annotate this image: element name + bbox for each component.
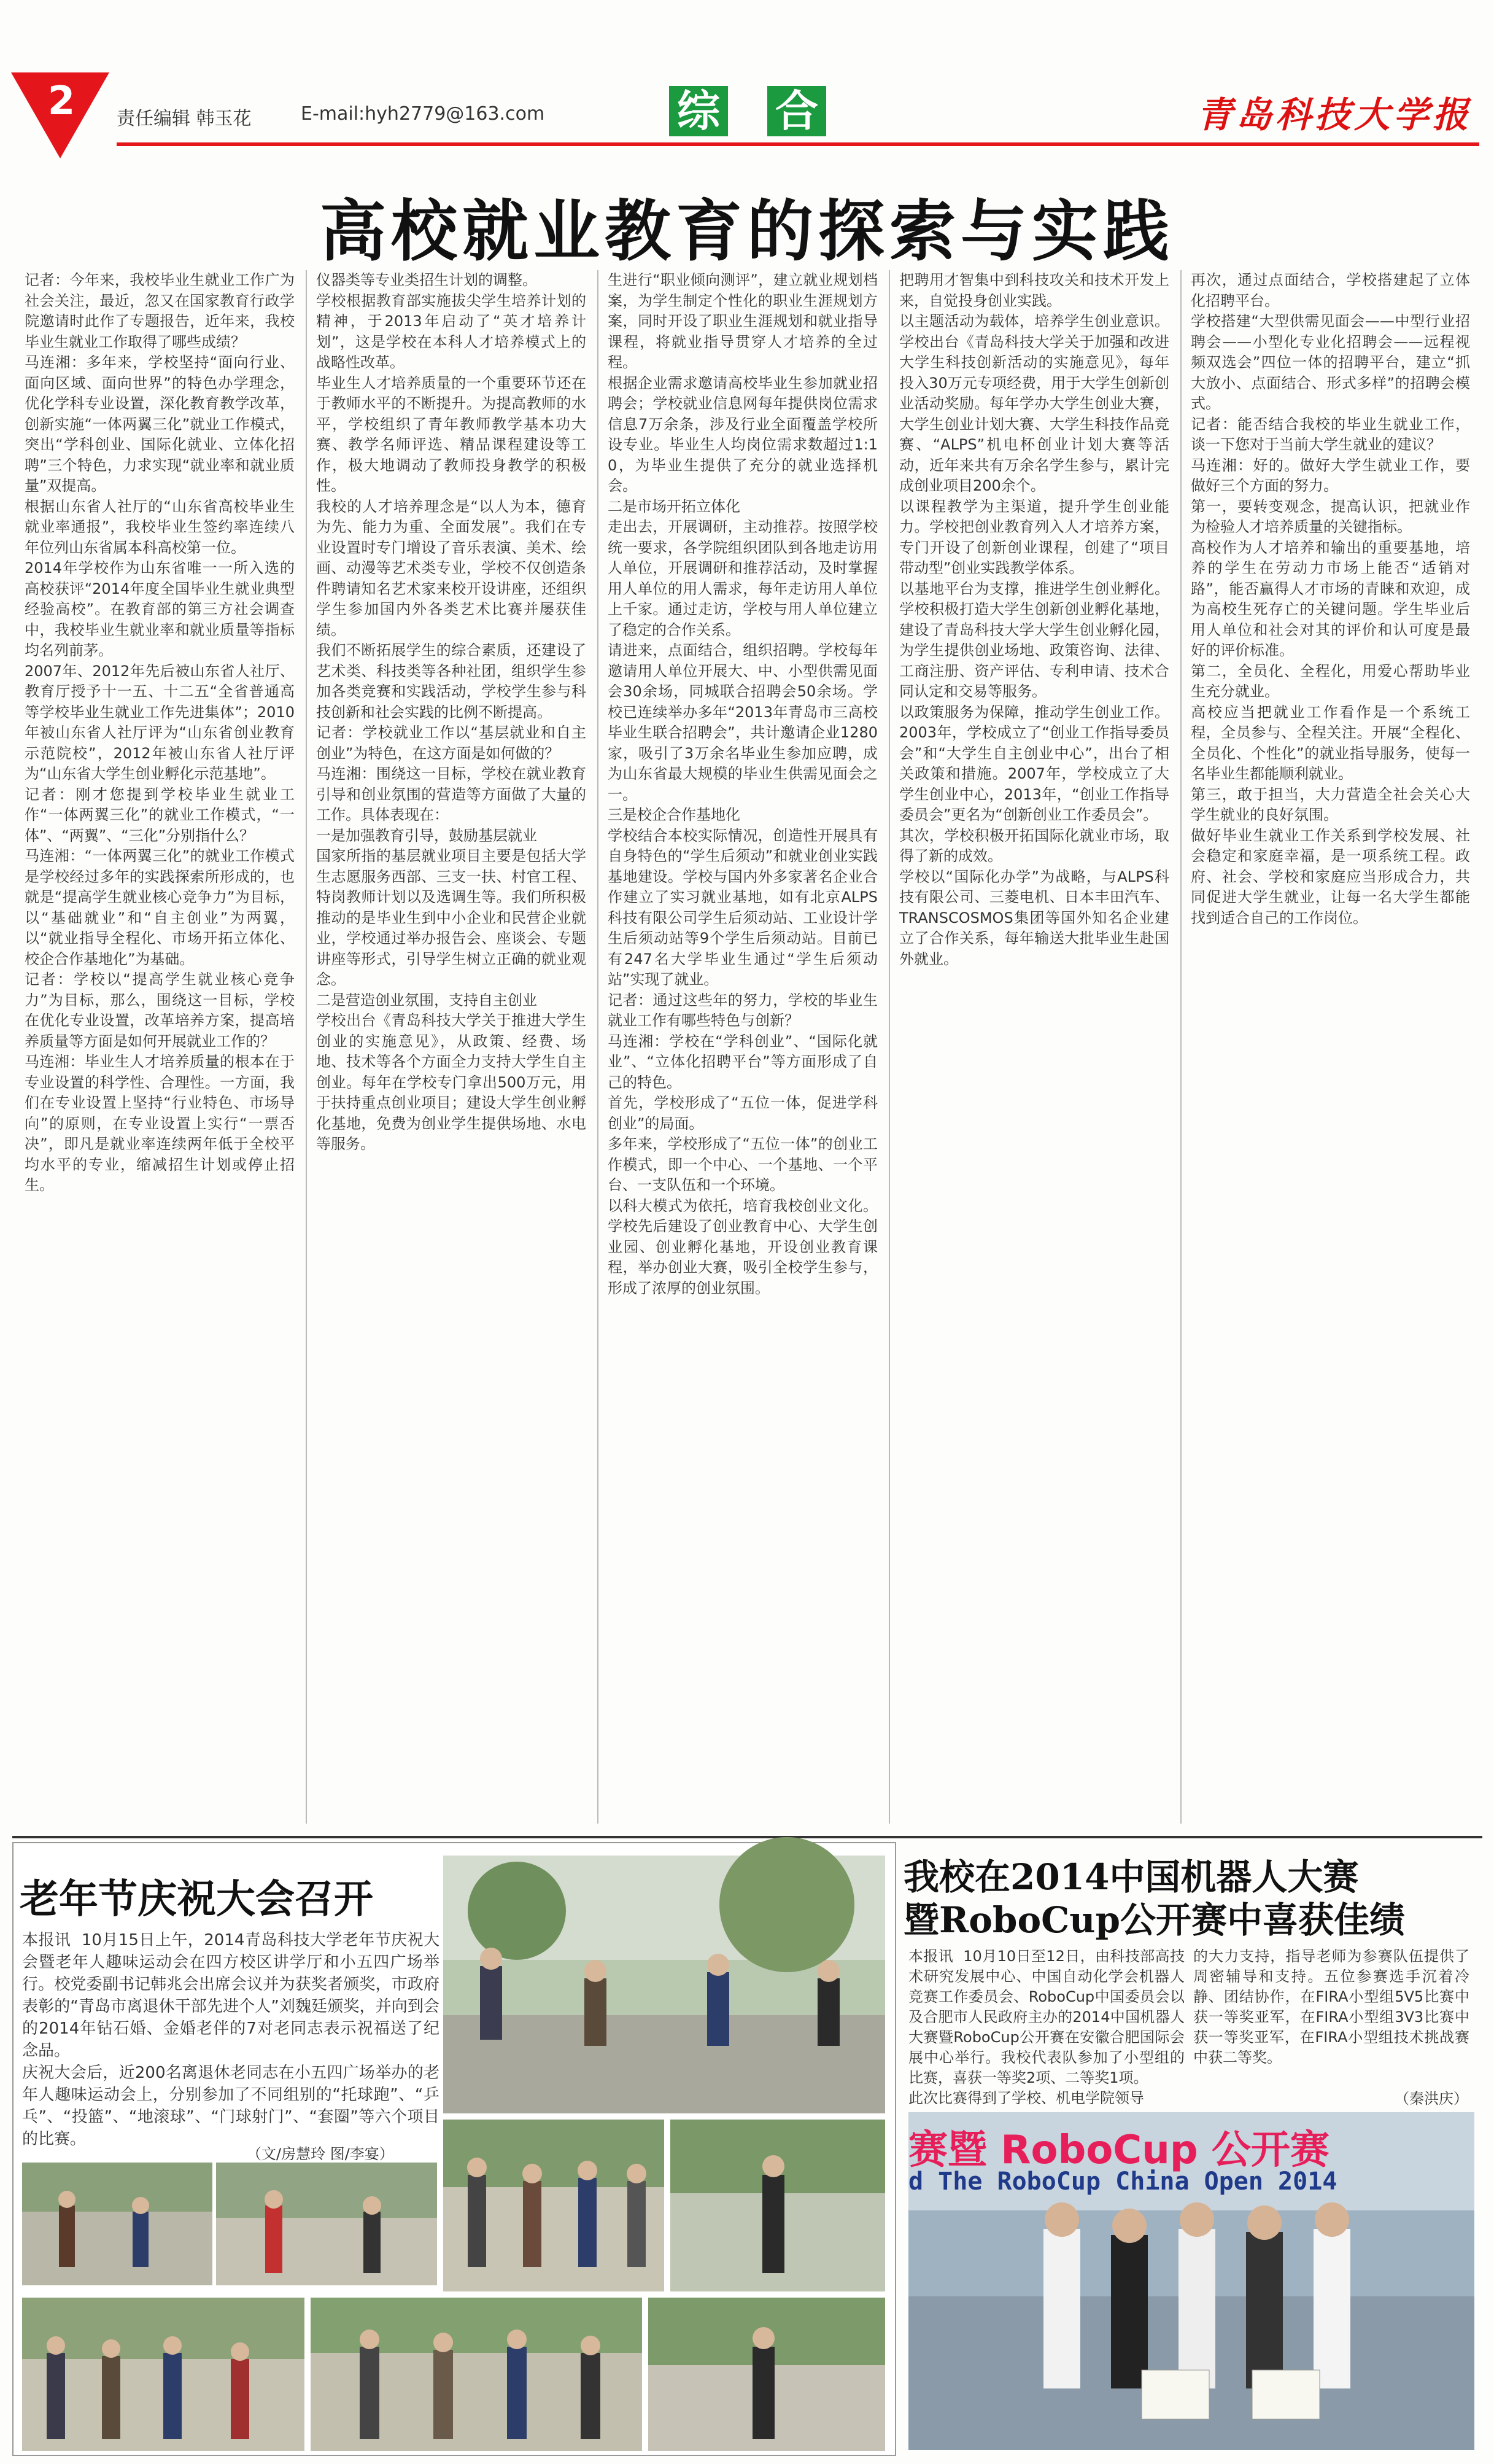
editor-email: E-mail:hyh2779@163.com [301, 103, 545, 125]
page-number: 2 [47, 79, 75, 124]
main-headline: 高校就业教育的探索与实践 [319, 193, 1174, 270]
photo-crowd [443, 2120, 664, 2291]
column-divider [597, 270, 598, 1824]
story-body-col1: 本报讯 10月10日至12日，由科技部高技术研究发展中心、中国自动化学会机器人竞赛工作委员会、RoboCup中国委员会以及合肥市人民政府主办的2014中国机器人大赛暨RoboCup公开赛在安徽合肥国际会展中心举行。我校代表队参加了小型组的比赛，喜获一等奖2项、二等奖1项。 此次比赛得到了学校、机电学院领导 [908, 1948, 1185, 2107]
section-char-1: 综 [669, 86, 728, 136]
article-column-3: 生进行“职业倾向测评”，建立就业规划档案，为学生制定个性化的职业生涯规划方案，同时开设了职业生涯规划和就业指导课程，将就业指导贯穿人才培养的全过程。 根据企业需求邀请高校毕业生参加就业招聘会；学校就业信息网每年提供岗位需求信息7万余条，涉及行业全面覆盖学校所设专业。毕业生人均岗位需求数超过1:10，为毕业生提供了充分的就业选择机会。 二是市场开拓立体化 走出去，开展调研，主动推荐。按照学校统一要求，各学院组织团队到各地走访用人单位，开展调研和推荐活动，及时掌握用人单位的用人需求，每年走访用人单位上千家。通过走访，学校与用人单位建立了稳定的合作关系。 请进来，点面结合，组织招聘。学校每年邀请用人单位开展大、中、小型供需见面会30余场，同城联合招聘会50余场。学校已连续举办多年“2013年青岛市三高校毕业生联合招聘会”，共计邀请企业1280家，吸引了3万余名毕业生参加应聘，成为山东省最大规模的毕业生供需见面会之一。 三是校企合作基地化 学校结合本校实际情况，创造性开展具有自身特色的“学生后须动”和就业创业实践基地建设。学校与国内外多家著名企业合作建立了实习就业基地，如有北京ALPS科技有限公司学生后须动站、工业设计学生后须动站等9个学生后须动站。目前已有247名大学毕业生通过“学生后须动站”实现了就业。 记者：通过这些年的努力，学校的毕业生就业工作有哪些特色与创新？ 马连湘：学校在“学科创业”、“国际化就业”、“立体化招聘平台”等方面形成了自己的特色。 首先，学校形成了“五位一体，促进学科创业”的局面。 多年来，学校形成了“五位一体”的创业工作模式，即一个中心、一个基地、一个平台、一支队伍和一个环境。 以科大模式为依托，培育我校创业文化。学校先后建设了创业教育中心、大学生创业园、创业孵化基地，开设创业教育课程，举办创业大赛，吸引全校学生参与，形成了浓厚的创业氛围。 [608, 271, 878, 1297]
story-body-col2: 的大力支持，指导老师为参赛队伍提供了周密辅导和支持。五位参赛选手沉着冷静、团结协作，在FIRA小型组5V5比赛中获一等奖亚军，在FIRA小型组3V3比赛中获一等奖亚军，在FIRA小型组技术挑战赛中获二等奖。 [1193, 1948, 1469, 2066]
story-body: 本报讯 10月15日上午，2014青岛科技大学老年节庆祝大会暨老年人趣味运动会在四方校区讲学厅和小五四广场举行。校党委副书记韩兆会出席会议并为获奖者颁奖，市政府表彰的“青岛市离退休干部先进个人”刘魏廷颁奖，并向到会的2014年钻石婚、金婚老伴的7对老同志表示祝福送了纪念品。 庆祝大会后，近200名离退休老同志在小五四广场举办的老年人趣味运动会上，分别参加了不同组别的“托球跑”、“乒乓”、“投篮”、“地滚球”、“门球射门”、“套圈”等六个项目的比赛。 [22, 1931, 439, 2148]
banner-text-chinese: 赛暨 RoboCup 公开赛 [908, 2128, 1330, 2173]
photo-ring-toss [216, 2163, 437, 2285]
robocup-story [904, 1842, 1483, 2456]
story-headline-line2: 暨RoboCup公开赛中喜获佳绩 [904, 1899, 1406, 1941]
story-credit: （文/房慧玲 图/李宴） [247, 2145, 394, 2163]
story-credit: （秦洪庆） [1395, 2090, 1468, 2107]
page-header [0, 0, 1494, 160]
article-column-2: 仪器类等专业类招生计划的调整。 学校根据教育部实施拔尖学生培养计划的精神，于2013年启动了“英才培养计划”，这是学校在本科人才培养模式上的战略性改革。 毕业生人才培养质量的一个重要环节还在于教师水平的不断提升。为提高教师的水平，学校组织了青年教师教学基本功大赛、教学名师评选、精品课程建设等工作，极大地调动了教师投身教学的积极性。 我校的人才培养理念是“以人为本，德育为先、能力为重、全面发展”。我们在专业设置时专门增设了音乐表演、美术、绘画、动漫等艺术类专业，学校不仅创造条件聘请知名艺术家来校开设讲座，还组织学生参加国内外各类艺术比赛并屡获佳绩。 我们不断拓展学生的综合素质，还建设了艺术类、科技类等各种社团，组织学生参加各类竞赛和实践活动，学校学生参与科技创新和社会实践的比例不断提高。 记者：学校就业工作以“基层就业和自主创业”为特色，在这方面是如何做的？ 马连湘：围绕这一目标，学校在就业教育引导和创业氛围的营造等方面做了大量的工作。具体表现在： 一是加强教育引导，鼓励基层就业 国家所指的基层就业项目主要是包括大学生志愿服务西部、三支一扶、村官工程、特岗教师计划以及选调生等。我们所积极推动的是毕业生到中小企业和民营企业就业，学校通过举办报告会、座谈会、专题讲座等形式，引导学生树立正确的就业观念。 二是营造创业氛围，支持自主创业 学校出台《青岛科技大学关于推进大学生创业的实施意见》，从政策、经费、场地、技术等各个方面全力支持大学生自主创业。每年在学校专门拿出500万元，用于扶持重点创业项目；建设大学生创业孵化基地，免费为创业学生提供场地、水电等服务。 [316, 271, 586, 1152]
editor-label: 责任编辑 韩玉花 [117, 108, 252, 130]
photo-spectators [22, 2298, 304, 2451]
photo-basket-shot [670, 2120, 885, 2291]
story-headline-line1: 我校在2014中国机器人大赛 [904, 1856, 1359, 1898]
header-rule [117, 142, 1479, 146]
photo-robocup-team [908, 2112, 1474, 2450]
photo-golf-game [311, 2298, 642, 2451]
article-column-4: 把聘用才智集中到科技攻关和技术开发上来，自觉投身创业实践。 以主题活动为载体，培养学生创业意识。学校出台《青岛科技大学关于加强和改进大学生科技创新活动的实施意见》，每年投入30万元专项经费，用于大学生创新创业活动奖励。每年学办大学生创业大赛，大学生创业计划大赛、大学生科技作品竞赛、“ALPS”机电杯创业计划大赛等活动，近年来共有万余名学生参与，累计完成创业项目200余个。 以课程教学为主渠道，提升学生创业能力。学校把创业教育列入人才培养方案，专门开设了创新创业课程，创建了“项目带动型”创业实践教学体系。 以基地平台为支撑，推进学生创业孵化。学校积极打造大学生创新创业孵化基地，建设了青岛科技大学大学生创业孵化园，为学生提供创业场地、政策咨询、法律、工商注册、资产评估、专利申请、技术合同认定和交易等服务。 以政策服务为保障，推动学生创业工作。2003年，学校成立了“创业工作指导委员会”和“大学生自主创业中心”，出台了相关政策和措施。2007年，学校成立了大学生创业中心，2013年，“创业工作指导委员会”更名为“创新创业工作委员会”。 其次，学校积极开拓国际化就业市场，取得了新的成效。 学校以“国际化办学”为战略，与ALPS科技有限公司、三菱电机、日本丰田汽车、TRANSCOSMOS集团等国外知名企业建立了合作关系，每年输送大批毕业生赴国外就业。 [899, 271, 1169, 968]
article-column-1: 记者：今年来，我校毕业生就业工作广为社会关注，最近，忽又在国家教育行政学院邀请时此作了专题报告，近年来，我校毕业生就业工作取得了哪些成绩？ 马连湘：多年来，学校坚持“面向行业、面向区域、面向世界”的特色办学理念，优化学科专业设置，深化教育教学改革，创新实施“一体两翼三化”就业工作模式，突出“学科创业、国际化就业、立体化招聘”三个特色，力求实现“就业率和就业质量”双提高。 根据山东省人社厅的“山东省高校毕业生就业率通报”，我校毕业生签约率连续八年位列山东省属本科高校第一位。 2014年学校作为山东省唯一一所入选的高校获评“2014年度全国毕业生就业典型经验高校”。在教育部的第三方社会调查中，我校毕业生就业率和就业质量等指标均名列前茅。 2007年、2012年先后被山东省人社厅、教育厅授予十一五、十二五“全省普通高等学校毕业生就业工作先进集体”；2010年被山东省人社厅评为“山东省创业教育示范院校”，2012年被山东省人社厅评为“山东省大学生创业孵化示范基地”。 记者：刚才您提到学校毕业生就业工作“一体两翼三化”的就业工作模式，“一体”、“两翼”、“三化”分别指什么？ 马连湘：“一体两翼三化”的就业工作模式是学校经过多年的实践探索所形成的，也就是“提高学生就业核心竞争力”为目标，以“基础就业”和“自主创业”为两翼，以“就业指导全程化、市场开拓立体化、校企合作基地化”为基础。 记者：学校以“提高学生就业核心竞争力”为目标，那么，围绕这一目标，学校在优化专业设置，改革培养方案，提高培养质量等方面是如何开展就业工作的？ 马连湘：毕业生人才培养质量的根本在于专业设置的科学性、合理性。一方面，我们在专业设置上坚持“行业特色、市场导向”的原则，在专业设置上实行“一票否决”，即凡是就业率连续两年低于全校平均水平的专业，缩减招生计划或停止招生。 [25, 271, 295, 1194]
elder-festival-story [12, 1842, 896, 2456]
photo-ball-game [443, 1856, 885, 2113]
column-divider [306, 270, 307, 1824]
column-divider [1180, 270, 1182, 1824]
masthead: 青岛科技大学报 [1197, 94, 1473, 136]
column-divider [889, 270, 890, 1824]
article-column-5: 再次，通过点面结合，学校搭建起了立体化招聘平台。 学校搭建“大型供需见面会——中型行业招聘会——小型化专业化招聘会——远程视频双选会”四位一体的招聘平台，建立“抓大放小、点面结合、形式多样”的招聘会模式。 记者：能否结合我校的毕业生就业工作，谈一下您对于当前大学生就业的建议？ 马连湘：好的。做好大学生就业工作，要做好三个方面的努力。 第一，要转变观念，提高认识，把就业作为检验人才培养质量的关键指标。 高校作为人才培养和输出的重要基地，培养的学生在劳动力市场上能否“适销对路”，能否赢得人才市场的青睐和欢迎，成为高校生死存亡的关键问题。学生毕业后用人单位和社会对其的评价和认可度是最好的评价标准。 第二，全员化、全程化，用爱心帮助毕业生充分就业。 高校应当把就业工作看作是一个系统工程，全员参与、全程关注。开展“全程化、全员化、个性化”的就业指导服务，使每一名毕业生都能顺利就业。 第三，敢于担当，大力营造全社会关心大学生就业的良好氛围。 做好毕业生就业工作关系到学校发展、社会稳定和家庭幸福，是一项系统工程。政府、社会、学校和家庭应当形成合力，共同促进大学生就业，让每一名大学生都能找到适合自己的工作岗位。 [1191, 271, 1470, 927]
photo-target-game [22, 2163, 212, 2285]
section-char-2: 合 [767, 86, 826, 136]
banner-text-english: d The RoboCup China Open 2014 [908, 2167, 1337, 2196]
section-divider [12, 1836, 1482, 1838]
story-headline: 老年节庆祝大会召开 [20, 1876, 373, 1922]
photo-player [648, 2298, 885, 2451]
